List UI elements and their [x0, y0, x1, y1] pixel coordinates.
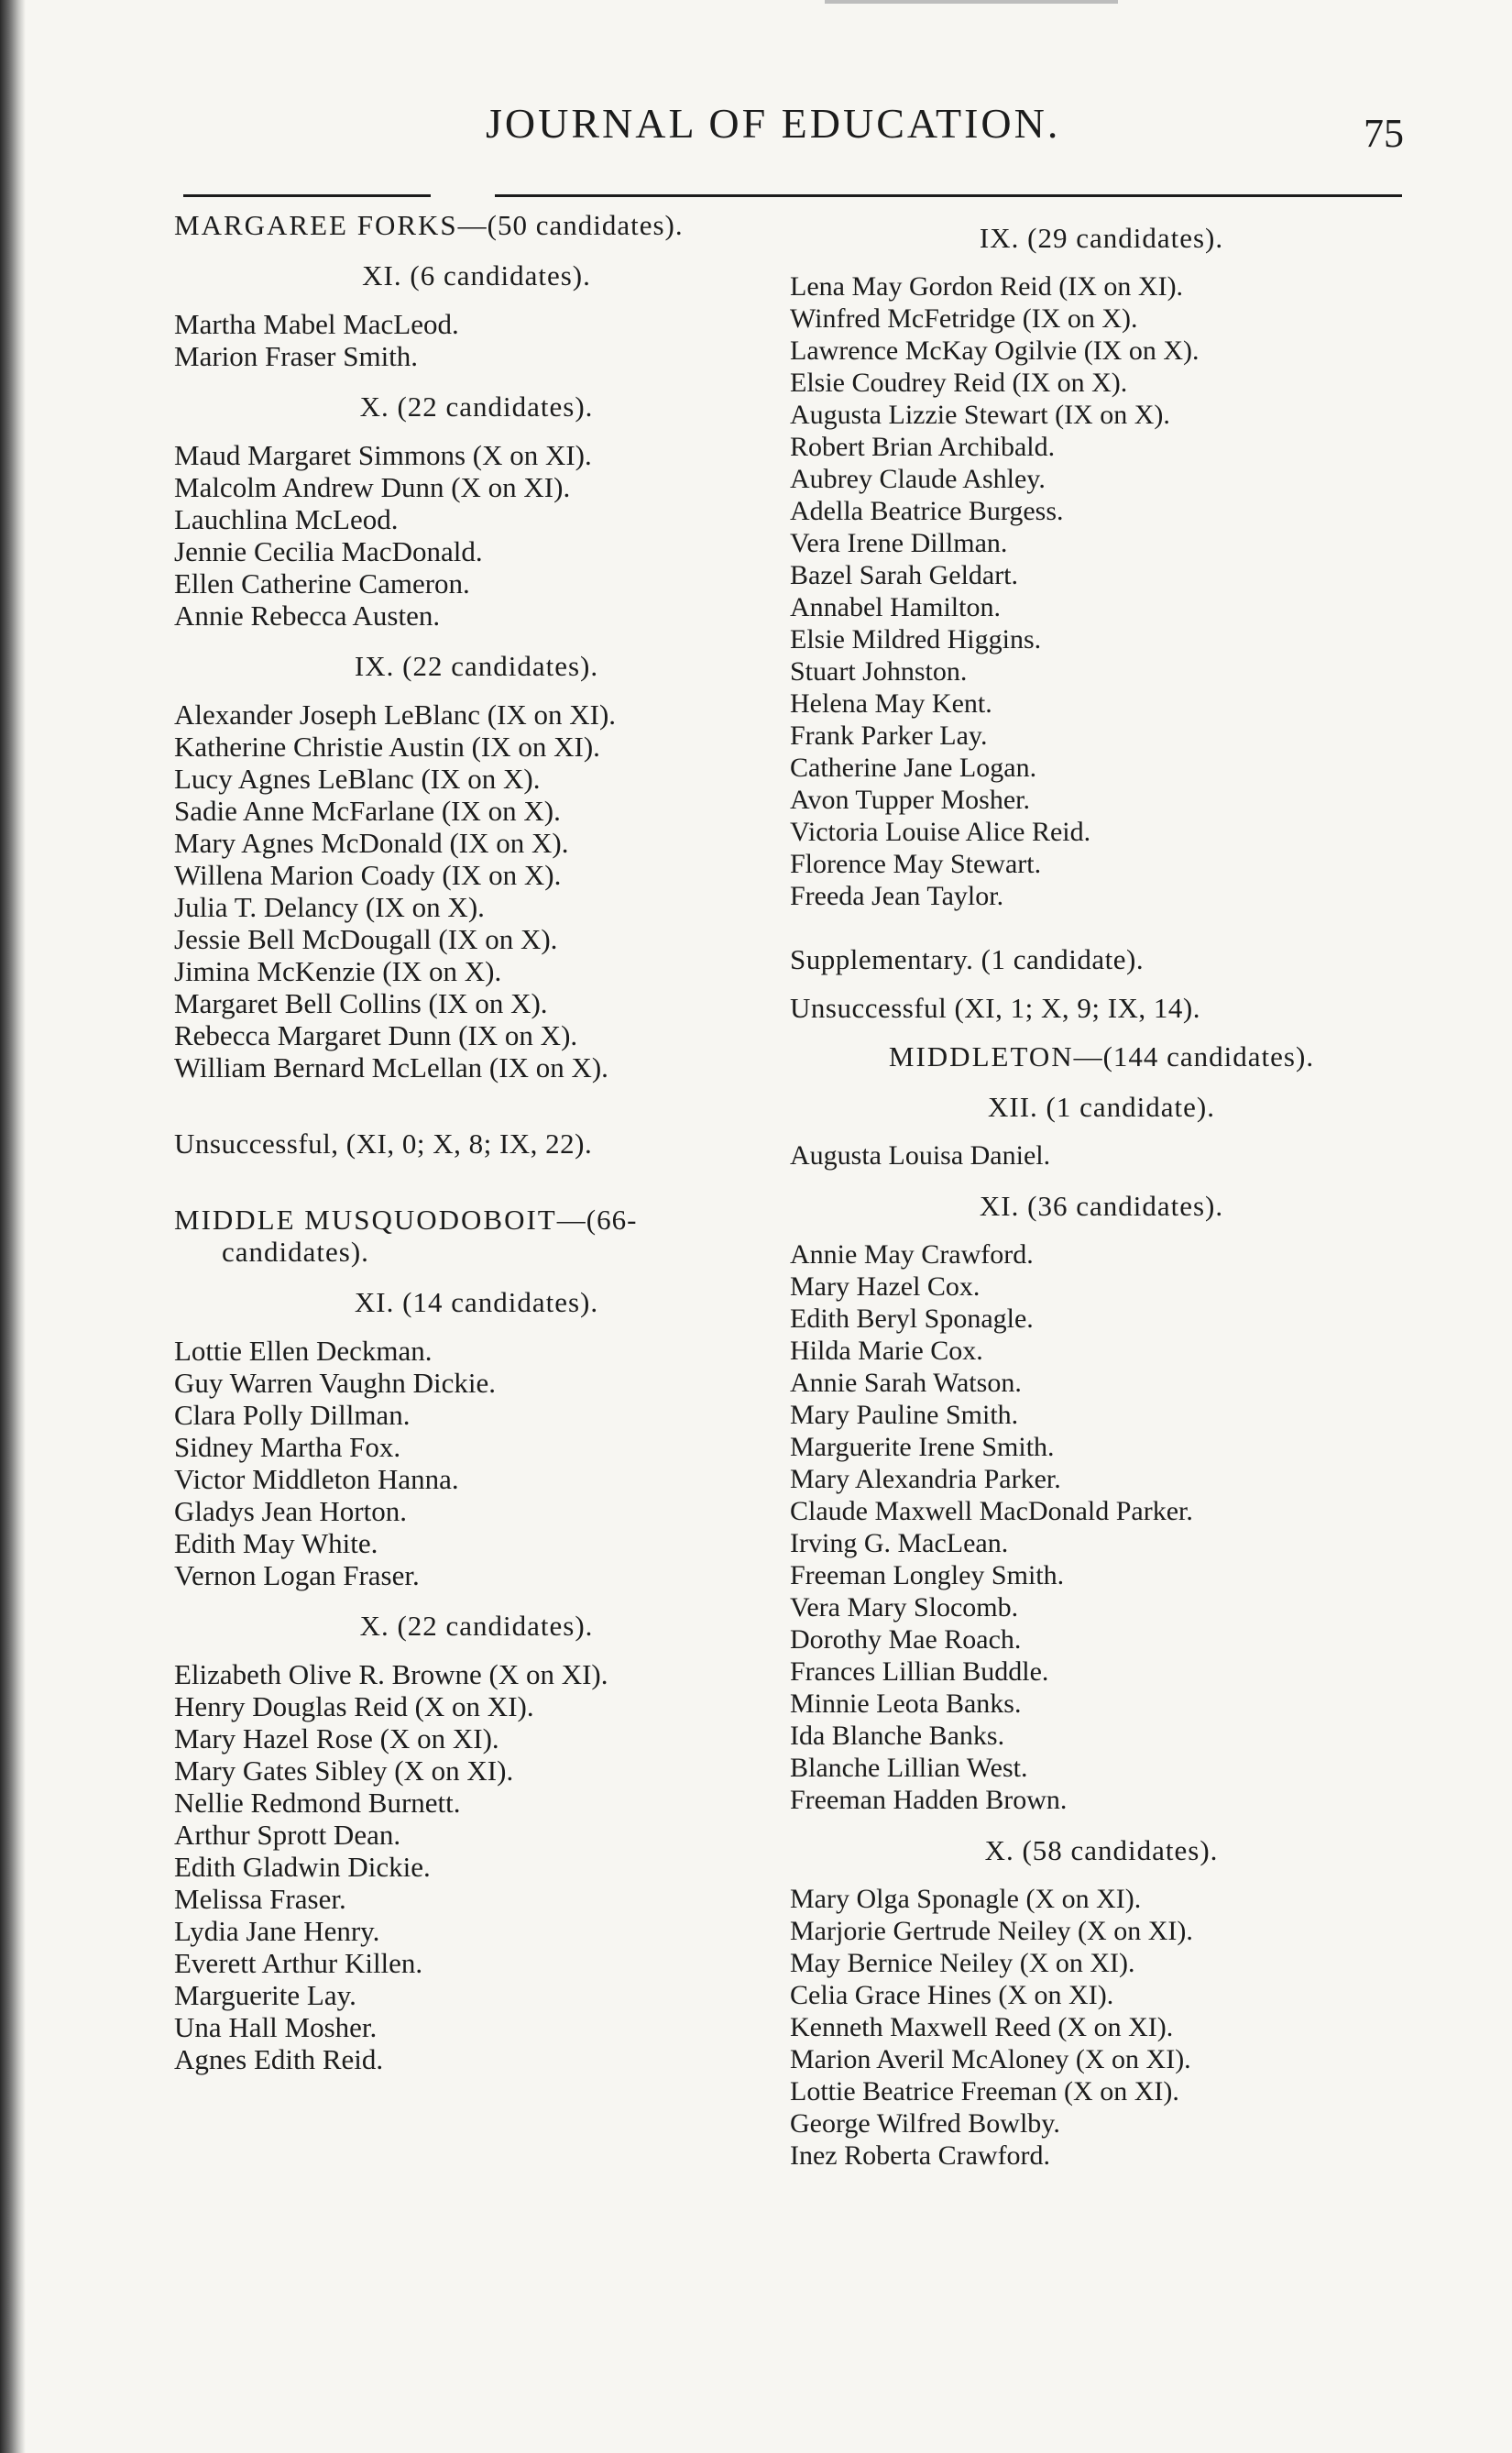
- candidate-name: Freeman Hadden Brown.: [790, 1785, 1068, 1815]
- candidate-name: Rebecca Margaret Dunn (IX on X).: [174, 1019, 578, 1051]
- candidate-name: Frank Parker Lay.: [790, 720, 988, 751]
- candidate-name: Maud Margaret Simmons (X on XI).: [174, 439, 592, 471]
- candidate-name: Mary Olga Sponagle (X on XI).: [790, 1884, 1142, 1914]
- candidate-name: Winfred McFetridge (IX on X).: [790, 303, 1138, 334]
- left-column: [174, 209, 779, 2075]
- candidate-name: George Wilfred Bowlby.: [790, 2108, 1060, 2139]
- school-heading-middleton: [790, 1040, 1413, 1072]
- candidate-name: Mary Alexandria Parker.: [790, 1464, 1061, 1494]
- candidate-name: Martha Mabel MacLeod.: [174, 308, 459, 340]
- candidate-name: Bazel Sarah Geldart.: [790, 560, 1019, 590]
- candidate-name: Henry Douglas Reid (X on XI).: [174, 1690, 534, 1722]
- candidate-name: Annie May Crawford.: [790, 1239, 1034, 1270]
- candidate-name: Lottie Beatrice Freeman (X on XI).: [790, 2076, 1179, 2106]
- candidate-name: Catherine Jane Logan.: [790, 753, 1037, 783]
- candidate-name: Lawrence McKay Ogilvie (IX on X).: [790, 336, 1200, 366]
- candidate-name: Alexander Joseph LeBlanc (IX on XI).: [174, 698, 617, 731]
- candidate-name: Marguerite Lay.: [174, 1979, 356, 2011]
- page-number: 75: [1364, 111, 1404, 156]
- candidate-name: Florence May Stewart.: [790, 849, 1042, 879]
- candidate-name: Guy Warren Vaughn Dickie.: [174, 1367, 497, 1399]
- candidate-name: Lydia Jane Henry.: [174, 1915, 380, 1947]
- candidate-name: Katherine Christie Austin (IX on XI).: [174, 731, 600, 763]
- candidate-name: William Bernard McLellan (IX on X).: [174, 1051, 608, 1084]
- unsuccessful-note: Unsuccessful, (XI, 0; X, 8; IX, 22).: [174, 1128, 593, 1160]
- candidate-name: Lucy Agnes LeBlanc (IX on X).: [174, 763, 541, 795]
- scan-edge-shadow: [0, 0, 26, 2453]
- candidate-list: [174, 308, 779, 372]
- school-heading-margaree-forks: [174, 209, 779, 241]
- candidate-name: Edith May White.: [174, 1527, 378, 1559]
- candidate-name: Dorothy Mae Roach.: [790, 1624, 1022, 1655]
- candidate-name: Celia Grace Hines (X on XI).: [790, 1980, 1114, 2010]
- candidate-name: Edith Gladwin Dickie.: [174, 1851, 431, 1883]
- school-name: MIDDLE MUSQUODOBOIT: [174, 1204, 557, 1236]
- candidate-name: Irving G. MacLean.: [790, 1528, 1009, 1558]
- candidate-name: Arthur Sprott Dean.: [174, 1819, 401, 1851]
- candidate-name: Mary Hazel Cox.: [790, 1271, 981, 1302]
- candidate-name: Adella Beatrice Burgess.: [790, 496, 1064, 526]
- candidate-list: [174, 698, 779, 1084]
- candidate-name: Malcolm Andrew Dunn (X on XI).: [174, 471, 571, 503]
- grade-heading: XI. (6 candidates).: [362, 259, 591, 292]
- candidate-name: Nellie Redmond Burnett.: [174, 1787, 461, 1819]
- candidate-name: Stuart Johnston.: [790, 656, 968, 687]
- school-candidate-count: —(144 candidates).: [1073, 1040, 1315, 1072]
- candidate-name: Vera Mary Slocomb.: [790, 1592, 1019, 1622]
- candidate-name: Mary Gates Sibley (X on XI).: [174, 1754, 514, 1787]
- candidate-name: Julia T. Delancy (IX on X).: [174, 891, 485, 923]
- candidate-name: Annie Sarah Watson.: [790, 1368, 1022, 1398]
- candidate-name: Agnes Edith Reid.: [174, 2043, 384, 2075]
- candidate-name: Melissa Fraser.: [174, 1883, 346, 1915]
- candidate-name: Frances Lillian Buddle.: [790, 1656, 1049, 1687]
- candidate-name: Annie Rebecca Austen.: [174, 600, 441, 632]
- school-heading-middle-musquodoboit: [174, 1204, 779, 1268]
- candidate-name: Inez Roberta Crawford.: [790, 2140, 1051, 2171]
- supplementary-note: Supplementary. (1 candidate).: [790, 943, 1145, 975]
- grade-heading: XI. (36 candidates).: [979, 1190, 1224, 1222]
- candidate-list: [174, 439, 779, 632]
- candidate-name: Claude Maxwell MacDonald Parker.: [790, 1496, 1193, 1526]
- candidate-name: Freeda Jean Taylor.: [790, 881, 1004, 911]
- candidate-name: Jimina McKenzie (IX on X).: [174, 955, 502, 987]
- candidate-name: Aubrey Claude Ashley.: [790, 464, 1046, 494]
- candidate-name: Lottie Ellen Deckman.: [174, 1335, 433, 1367]
- candidate-name: Mary Hazel Rose (X on XI).: [174, 1722, 499, 1754]
- candidate-name: Minnie Leota Banks.: [790, 1688, 1022, 1719]
- candidate-list: [790, 1139, 1413, 1172]
- candidate-name: Helena May Kent.: [790, 688, 992, 719]
- candidate-list: [174, 1335, 779, 1591]
- school-candidate-count: —(66-candidates).: [222, 1204, 638, 1268]
- school-candidate-count: —(50 candidates).: [457, 209, 684, 241]
- candidate-name: Elsie Coudrey Reid (IX on X).: [790, 368, 1128, 398]
- grade-heading: IX. (22 candidates).: [354, 650, 599, 682]
- candidate-name: Hilda Marie Cox.: [790, 1336, 983, 1366]
- candidate-name: Lena May Gordon Reid (IX on XI).: [790, 271, 1184, 302]
- candidate-list: [790, 270, 1413, 912]
- candidate-name: Victoria Louise Alice Reid.: [790, 817, 1091, 847]
- candidate-name: Una Hall Mosher.: [174, 2011, 378, 2043]
- candidate-name: Clara Polly Dillman.: [174, 1399, 411, 1431]
- running-head: JOURNAL OF EDUCATION.: [486, 100, 1061, 147]
- grade-heading: XI. (14 candidates).: [354, 1286, 599, 1318]
- candidate-name: Augusta Lizzie Stewart (IX on X).: [790, 400, 1170, 430]
- candidate-name: Vera Irene Dillman.: [790, 528, 1008, 558]
- school-name: MARGAREE FORKS: [174, 209, 458, 241]
- candidate-name: Elsie Mildred Higgins.: [790, 624, 1042, 654]
- candidate-name: Sidney Martha Fox.: [174, 1431, 401, 1463]
- header-rule-right: [495, 194, 1402, 197]
- candidate-name: Jennie Cecilia MacDonald.: [174, 535, 483, 567]
- candidate-name: Marion Fraser Smith.: [174, 340, 419, 372]
- candidate-name: Willena Marion Coady (IX on X).: [174, 859, 562, 891]
- candidate-name: Marjorie Gertrude Neiley (X on XI).: [790, 1916, 1193, 1946]
- candidate-name: Ellen Catherine Cameron.: [174, 567, 470, 600]
- candidate-list: [790, 1883, 1413, 2172]
- school-name: MIDDLETON: [888, 1040, 1074, 1072]
- candidate-list: [790, 1238, 1413, 1816]
- candidate-name: Victor Middleton Hanna.: [174, 1463, 459, 1495]
- candidate-name: Robert Brian Archibald.: [790, 432, 1056, 462]
- candidate-name: Lauchlina McLeod.: [174, 503, 399, 535]
- grade-heading: XII. (1 candidate).: [988, 1091, 1215, 1123]
- header-rule-left: [183, 194, 431, 197]
- candidate-name: Marguerite Irene Smith.: [790, 1432, 1055, 1462]
- candidate-name: Mary Pauline Smith.: [790, 1400, 1019, 1430]
- candidate-name: Sadie Anne McFarlane (IX on X).: [174, 795, 561, 827]
- candidate-name: Blanche Lillian West.: [790, 1753, 1028, 1783]
- right-column: [790, 209, 1413, 2172]
- candidate-name: Augusta Louisa Daniel.: [790, 1140, 1051, 1171]
- candidate-name: Vernon Logan Fraser.: [174, 1559, 420, 1591]
- candidate-name: Ida Blanche Banks.: [790, 1721, 1005, 1751]
- section-spacer: [174, 1084, 779, 1111]
- unsuccessful-note: Unsuccessful (XI, 1; X, 9; IX, 14).: [790, 992, 1200, 1024]
- section-spacer: [174, 1176, 779, 1204]
- grade-heading: X. (22 candidates).: [359, 390, 594, 423]
- candidate-name: Freeman Longley Smith.: [790, 1560, 1065, 1590]
- page-header: [0, 99, 1512, 163]
- candidate-name: Everett Arthur Killen.: [174, 1947, 423, 1979]
- candidate-name: Annabel Hamilton.: [790, 592, 1001, 622]
- grade-heading: X. (58 candidates).: [984, 1834, 1219, 1866]
- candidate-name: Mary Agnes McDonald (IX on X).: [174, 827, 569, 859]
- candidate-name: Marion Averil McAloney (X on XI).: [790, 2044, 1191, 2074]
- scan-top-mark: [825, 0, 1118, 4]
- candidate-name: Edith Beryl Sponagle.: [790, 1304, 1034, 1334]
- grade-heading: IX. (29 candidates).: [979, 222, 1224, 254]
- candidate-name: May Bernice Neiley (X on XI).: [790, 1948, 1135, 1978]
- candidate-name: Gladys Jean Horton.: [174, 1495, 407, 1527]
- candidate-name: Kenneth Maxwell Reed (X on XI).: [790, 2012, 1174, 2042]
- candidate-name: Avon Tupper Mosher.: [790, 785, 1030, 815]
- candidate-list: [174, 1658, 779, 2075]
- candidate-name: Margaret Bell Collins (IX on X).: [174, 987, 548, 1019]
- candidate-name: Elizabeth Olive R. Browne (X on XI).: [174, 1658, 608, 1690]
- candidate-name: Jessie Bell McDougall (IX on X).: [174, 923, 558, 955]
- grade-heading: X. (22 candidates).: [359, 1610, 594, 1642]
